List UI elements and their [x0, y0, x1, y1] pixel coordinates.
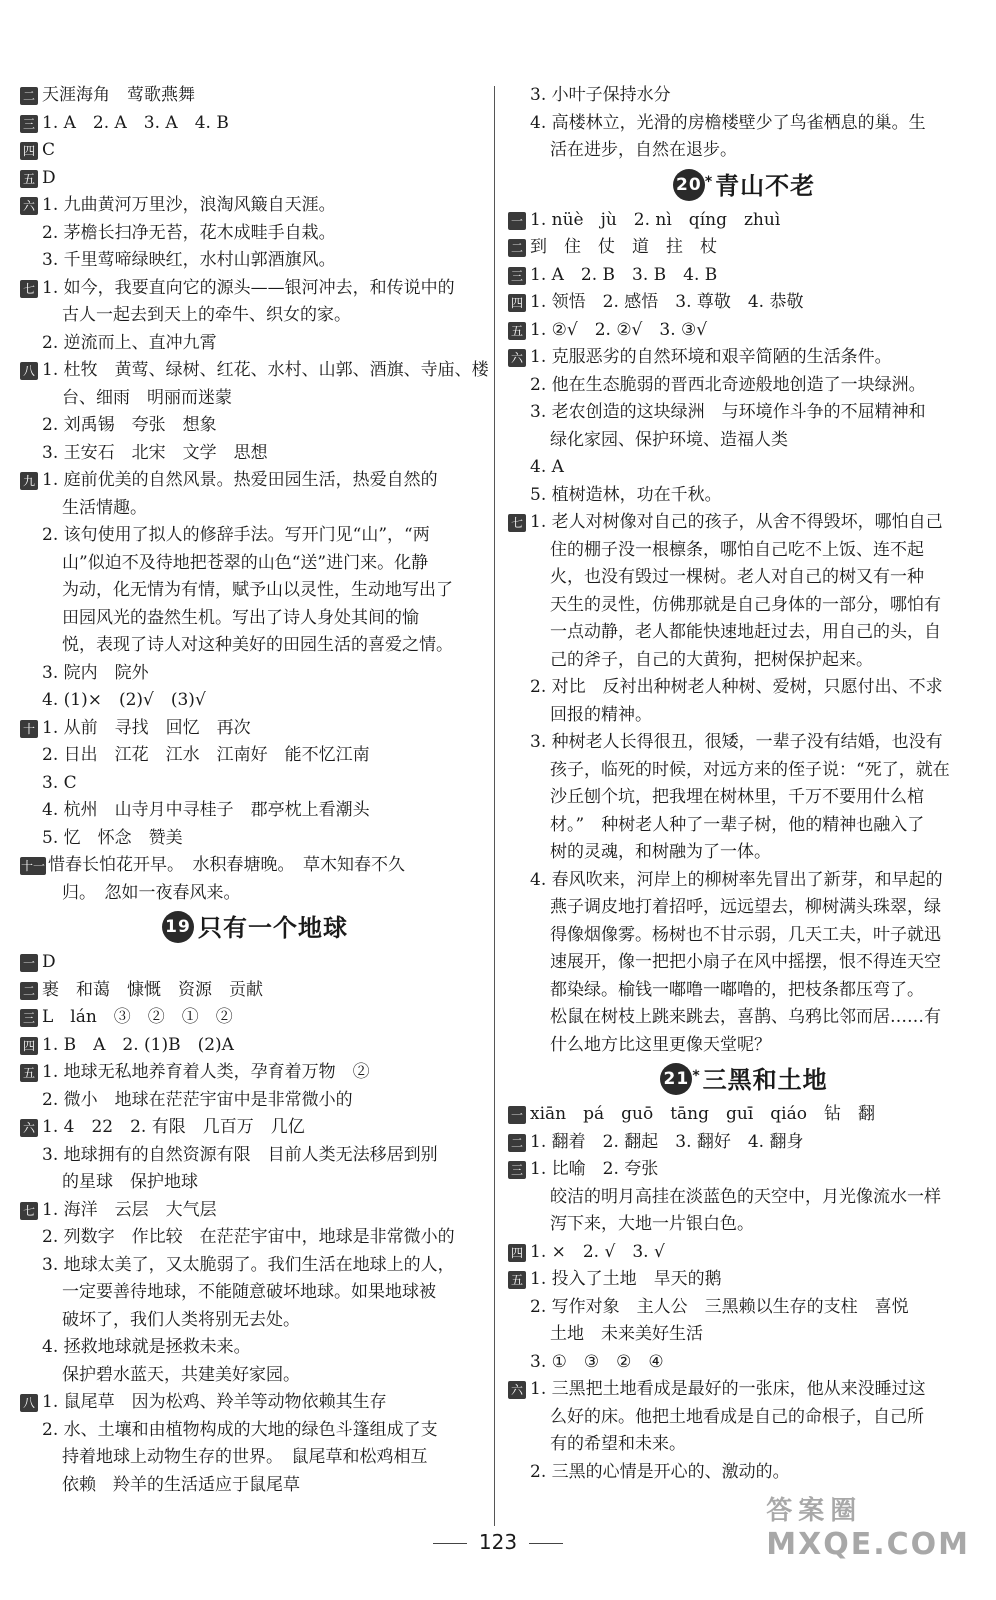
answer-text: 2. 水、土壤和由植物构成的大地的绿色斗篷组成了支: [42, 1419, 438, 1440]
question-number-badge: 十一: [21, 859, 46, 873]
answer-line: [508, 1294, 980, 1322]
answer-text: 2. 三黑的心情是开心的、激动的。: [530, 1461, 790, 1482]
watermark-bottom: MXQE.COM: [766, 1527, 970, 1562]
answer-text: 1. 庭前优美的自然风景。热爱田园生活，热爱自然的: [42, 470, 438, 490]
question-number-badge: 五: [20, 1064, 38, 1082]
answer-text: 1. nüè jù 2. nì qíng zhuì: [530, 209, 781, 230]
answer-text: 保护碧水蓝天，共建美好家园。: [62, 1364, 300, 1385]
answer-line: [508, 1321, 980, 1349]
answer-line: [20, 82, 490, 110]
question-number-badge: 七: [20, 1202, 38, 1220]
answer-line: [508, 839, 980, 867]
answer-line: [20, 880, 490, 908]
answer-line: [508, 1349, 980, 1377]
answer-line: [508, 1459, 980, 1487]
question-number-badge: 二: [20, 87, 38, 105]
question-number-badge: 八: [20, 362, 38, 380]
answer-text: 3. C: [42, 772, 77, 793]
answer-line: [20, 770, 490, 798]
question-number-badge: 九: [20, 472, 38, 490]
question-number-badge: 四: [508, 294, 526, 312]
section-title-text: 三黑和土地: [702, 1066, 828, 1094]
answer-text: 1. 翻着 2. 翻起 3. 翻好 4. 翻身: [530, 1131, 804, 1152]
question-number-badge: 三: [20, 1009, 38, 1027]
answer-text: 1. A 2. B 3. B 4. B: [530, 264, 718, 285]
answer-line: [20, 1252, 490, 1280]
answer-line: [508, 454, 980, 482]
answer-line: [508, 1431, 980, 1459]
answer-line: [508, 1376, 980, 1404]
answer-line: [20, 1334, 490, 1362]
answer-text: 3. ① ③ ② ④: [530, 1351, 664, 1372]
question-number-badge: 六: [508, 349, 526, 367]
question-number-badge: 四: [20, 1037, 38, 1055]
answer-line: [508, 399, 980, 427]
answer-text: 3. 小叶子保持水分: [530, 85, 671, 105]
answer-line: [508, 1239, 980, 1267]
answer-line: [20, 797, 490, 825]
answer-line: [508, 977, 980, 1005]
answer-line: [20, 1307, 490, 1335]
answer-text: 2. 列数字 作比较 在茫茫宇宙中，地球是非常微小的: [42, 1227, 455, 1247]
answer-text: 泻下来，大地一片银白色。: [550, 1214, 754, 1234]
answer-text: 天涯海角 莺歌燕舞: [42, 85, 195, 105]
section-title: [20, 907, 490, 949]
answer-text: L lán ③ ② ① ②: [42, 1007, 233, 1027]
answer-line: [20, 467, 490, 495]
question-number-badge: 六: [508, 1381, 526, 1399]
answer-line: [508, 262, 980, 290]
answer-line: [508, 729, 980, 757]
answer-text: 2. 刘禹锡 夸张 想象: [42, 415, 217, 435]
answer-text: 2. 日出 江花 江水 江南好 能不忆江南: [42, 745, 370, 765]
answer-text: 1. 克服恶劣的自然环境和艰辛简陋的生活条件。: [530, 347, 892, 367]
answer-line: [508, 647, 980, 675]
question-number-badge: 三: [508, 1161, 526, 1179]
answer-line: [20, 412, 490, 440]
answer-text: 3. 地球太美了，又太脆弱了。我们生活在地球上的人，: [42, 1254, 455, 1275]
answer-line: [508, 344, 980, 372]
answer-line: [20, 1059, 490, 1087]
question-number-badge: 八: [20, 1394, 38, 1412]
answer-line: [20, 1224, 490, 1252]
answer-text: 破坏了，我们人类将别无去处。: [62, 1309, 300, 1330]
column-divider: [494, 86, 495, 1526]
answer-text: 1. 地球无私地养育着人类，孕育着万物 ②: [42, 1062, 370, 1082]
answer-text: 为动，化无情为有情，赋予山以灵性，生动地写出了: [62, 580, 453, 600]
answer-text: 1. 比喻 2. 夸张: [530, 1159, 659, 1179]
answer-line: [508, 110, 980, 138]
answer-line: [508, 1211, 980, 1239]
answer-line: [20, 715, 490, 743]
answer-line: [20, 357, 490, 385]
answer-line: [20, 1417, 490, 1445]
answer-text: 天生的灵性，仿佛那就是自己身体的一部分，哪怕有: [550, 594, 941, 615]
answer-text: 一定要善待地球，不能随意破坏地球。如果地球被: [62, 1282, 436, 1302]
answer-line: [20, 1004, 490, 1032]
answer-text: 得像烟像雾。杨树也不甘示弱，几天工夫，叶子就迅: [550, 924, 941, 945]
watermark-logo: [766, 1490, 970, 1562]
answer-text: 3. 王安石 北宋 文学 思想: [42, 442, 268, 463]
section-title: [508, 1059, 980, 1101]
question-number-badge: 六: [20, 197, 38, 215]
left-column: [20, 82, 490, 1499]
answer-line: [508, 1156, 980, 1184]
answer-line: [20, 577, 490, 605]
answer-text: 2. 微小 地球在茫茫宇宙中是非常微小的: [42, 1089, 353, 1110]
answer-text: 有的希望和未来。: [550, 1434, 686, 1454]
answer-line: [508, 867, 980, 895]
answer-line: [508, 592, 980, 620]
question-number-badge: 一: [508, 212, 526, 230]
answer-line: [508, 1004, 980, 1032]
answer-line: [20, 220, 490, 248]
answer-line: [508, 234, 980, 262]
answer-line: [508, 1184, 980, 1212]
answer-text: xiān pá guō tāng guī qiáo 钻 翻: [530, 1104, 875, 1124]
answer-text: 1. ②√ 2. ②√ 3. ③√: [530, 319, 708, 340]
answer-text: 3. 千里莺啼绿映红，水村山郭酒旗风。: [42, 250, 336, 270]
question-number-badge: 七: [20, 280, 38, 298]
answer-line: [20, 1114, 490, 1142]
answer-text: 孩子，临死的时候，对远方来的侄子说：“死了，就在: [550, 759, 950, 780]
answer-line: [508, 894, 980, 922]
answer-text: 1. 老人对树像对自己的孩子，从舍不得毁坏，哪怕自己: [530, 512, 943, 532]
question-number-badge: 五: [508, 1271, 526, 1289]
answer-line: [20, 852, 490, 880]
question-number-badge: 十: [20, 720, 38, 738]
answer-line: [20, 632, 490, 660]
section-title-text: 只有一个地球: [198, 914, 348, 942]
answer-text: 土地 未来美好生活: [550, 1324, 703, 1344]
answer-text: 田园风光的盎然生机。写出了诗人身处其间的愉: [62, 607, 419, 628]
page-number-text: 123: [478, 1530, 518, 1554]
answer-line: [508, 427, 980, 455]
answer-text: 的星球 保护地球: [62, 1172, 198, 1192]
answer-line: [20, 522, 490, 550]
section-number-badge: 19: [162, 911, 194, 943]
answer-text: 2. 该句使用了拟人的修辞手法。写开门见“山”，“两: [42, 525, 430, 545]
answer-line: [20, 385, 490, 413]
answer-text: 4. A: [530, 457, 564, 477]
answer-line: [508, 1404, 980, 1432]
answer-line: [20, 1032, 490, 1060]
question-number-badge: 三: [508, 267, 526, 285]
question-number-badge: 三: [20, 115, 38, 133]
answer-text: 5. 忆 怀念 赞美: [42, 827, 183, 848]
watermark-top: 答案圈: [766, 1496, 863, 1526]
answer-text: 2. 他在生态脆弱的晋西北奇迹般地创造了一块绿洲。: [530, 374, 926, 395]
answer-line: [508, 812, 980, 840]
answer-text: 2. 逆流而上、直冲九霄: [42, 332, 217, 353]
answer-text: 材。” 种树老人种了一辈子树，他的精神也融入了: [550, 814, 925, 835]
answer-text: 住的棚子没一根檩条，哪怕自己吃不上饭、连不起: [550, 539, 924, 560]
answer-text: 活在进步，自然在退步。: [550, 140, 737, 160]
answer-text: 1. B A 2. (1)B (2)A: [42, 1034, 234, 1055]
answer-text: 持着地球上动物生存的世界。 鼠尾草和松鸡相互: [62, 1447, 428, 1467]
answer-line: [20, 137, 490, 165]
answer-line: [20, 1279, 490, 1307]
answer-text: 3. 老农创造的这块绿洲 与环境作斗争的不屈精神和: [530, 402, 926, 422]
answer-text: 到 住 仗 道 拄 杖: [530, 237, 717, 257]
answer-text: 山”似迫不及待地把苍翠的山色“送”进门来。化静: [62, 552, 429, 573]
answer-text: 1. 投入了土地 旱天的鹅: [530, 1269, 722, 1289]
answer-line: [508, 207, 980, 235]
answer-text: D: [42, 167, 56, 188]
answer-line: [508, 509, 980, 537]
answer-line: [508, 1129, 980, 1157]
answer-line: [20, 275, 490, 303]
answer-text: 什么地方比这里更像天堂呢？: [550, 1034, 771, 1055]
answer-text: 1. 九曲黄河万里沙，浪淘风簸自天涯。: [42, 195, 336, 215]
answer-text: 沙丘刨个坑，把我埋在树林里，千万不要用什么棺: [550, 787, 924, 807]
answer-line: [20, 330, 490, 358]
answer-text: 一点动静，老人都能快速地赶过去，用自己的头，自: [550, 622, 941, 642]
answer-line: [508, 537, 980, 565]
answer-text: 4. 拯救地球就是拯救未来。: [42, 1337, 251, 1357]
answer-text: 么好的床。他把土地看成是自己的命根子，自己所: [550, 1406, 924, 1427]
answer-line: [20, 949, 490, 977]
answer-text: 1. 如今，我要直向它的源头——银河冲去，和传说中的: [42, 277, 455, 298]
question-number-badge: 六: [20, 1119, 38, 1137]
answer-text: 3. 地球拥有的自然资源有限 目前人类无法移居到别: [42, 1144, 438, 1165]
answer-line: [508, 674, 980, 702]
answer-text: 4. 杭州 山寺月中寻桂子 郡亭枕上看潮头: [42, 800, 370, 820]
answer-line: [20, 247, 490, 275]
optional-lesson-star: *: [692, 1068, 701, 1084]
question-number-badge: 一: [508, 1106, 526, 1124]
answer-text: 3. 种树老人长得很丑，很矮，一辈子没有结婚，也没有: [530, 732, 943, 752]
answer-line: [20, 110, 490, 138]
question-number-badge: 一: [20, 954, 38, 972]
answer-text: 1. A 2. A 3. A 4. B: [42, 112, 229, 133]
question-number-badge: 二: [508, 1134, 526, 1152]
answer-text: 皎洁的明月高挂在淡蓝色的天空中，月光像流水一样: [550, 1186, 941, 1207]
answer-text: C: [42, 140, 56, 160]
answer-text: 燕子调皮地打着招呼，远远望去，柳树满头珠翠，绿: [550, 897, 941, 917]
answer-text: 1. × 2. √ 3. √: [530, 1241, 665, 1262]
answer-text: 1. 杜牧 黄莺、绿树、红花、水村、山郭、酒旗、寺庙、楼: [42, 360, 489, 380]
question-number-badge: 二: [20, 982, 38, 1000]
answer-text: 古人一起去到天上的牵牛、织女的家。: [62, 305, 351, 325]
question-number-badge: 四: [20, 142, 38, 160]
answer-text: D: [42, 952, 56, 972]
answer-text: 1. 从前 寻找 回忆 再次: [42, 717, 251, 738]
answer-text: 都染绿。榆钱一嘟噜一嘟噜的，把枝条都压弯了。: [550, 979, 924, 1000]
answer-line: [508, 82, 980, 110]
answer-line: [508, 949, 980, 977]
answer-text: 4. (1)× (2)√ (3)√: [42, 690, 206, 710]
answer-line: [20, 302, 490, 330]
section-title: [508, 165, 980, 207]
answer-line: [508, 289, 980, 317]
answer-line: [20, 825, 490, 853]
answer-text: 回报的精神。: [550, 704, 652, 725]
answer-text: 依赖 羚羊的生活适应于鼠尾草: [62, 1474, 300, 1495]
question-number-badge: 五: [20, 170, 38, 188]
answer-text: 归。 忽如一夜春风来。: [62, 882, 241, 903]
answer-line: [20, 165, 490, 193]
right-column: [508, 82, 980, 1486]
answer-line: [20, 605, 490, 633]
answer-text: 3. 院内 院外: [42, 662, 149, 683]
answer-line: [20, 1472, 490, 1500]
answer-text: 台、细雨 明丽而迷蒙: [62, 387, 232, 408]
answer-text: 2. 对比 反衬出种树老人种树、爱树，只愿付出、不求: [530, 677, 943, 697]
answer-line: [20, 1362, 490, 1390]
answer-line: [20, 1389, 490, 1417]
answer-text: 1. 三黑把土地看成是最好的一张床，他从来没睡过这: [530, 1379, 926, 1399]
answer-text: 己的斧子，自己的大黄狗，把树保护起来。: [550, 649, 873, 670]
answer-line: [508, 1032, 980, 1060]
question-number-badge: 二: [508, 239, 526, 257]
answer-text: 1. 海洋 云层 大气层: [42, 1199, 217, 1220]
answer-text: 1. 鼠尾草 因为松鸡、羚羊等动物依赖其生存: [42, 1392, 387, 1412]
section-number-badge: 21: [660, 1063, 692, 1095]
answer-line: [20, 660, 490, 688]
answer-line: [508, 757, 980, 785]
answer-text: 4. 春风吹来，河岸上的柳树率先冒出了新芽，和早起的: [530, 869, 943, 890]
answer-text: 惜春长怕花开早。 水积春塘晚。 草木知春不久: [48, 855, 405, 875]
optional-lesson-star: *: [704, 173, 714, 190]
answer-text: 1. 4 22 2. 有限 几百万 几亿: [42, 1117, 305, 1137]
question-number-badge: 五: [508, 322, 526, 340]
answer-line: [508, 317, 980, 345]
answer-line: [20, 1197, 490, 1225]
answer-line: [20, 495, 490, 523]
answer-text: 绿化家园、保护环境、造福人类: [550, 429, 788, 450]
answer-line: [508, 922, 980, 950]
answer-text: 速展开，像一把把小扇子在风中摇摆，恨不得连天空: [550, 952, 941, 972]
answer-line: [20, 742, 490, 770]
answer-line: [508, 784, 980, 812]
answer-line: [20, 192, 490, 220]
answer-line: [20, 687, 490, 715]
answer-text: 生活情趣。: [62, 497, 147, 518]
answer-text: 1. 领悟 2. 感悟 3. 尊敬 4. 恭敬: [530, 292, 804, 312]
answer-line: [508, 564, 980, 592]
answer-text: 悦，表现了诗人对这种美好的田园生活的喜爱之情。: [62, 635, 453, 655]
answer-text: 4. 高楼林立，光滑的房檐楼壁少了鸟雀栖息的巢。生: [530, 112, 926, 133]
section-number-badge: 20: [673, 169, 705, 201]
answer-line: [20, 440, 490, 468]
answer-line: [508, 1101, 980, 1129]
answer-line: [20, 1444, 490, 1472]
section-title-text: 青山不老: [715, 171, 816, 200]
answer-line: [20, 1169, 490, 1197]
answer-line: [508, 619, 980, 647]
question-number-badge: 四: [508, 1244, 526, 1262]
answer-line: [20, 977, 490, 1005]
question-number-badge: 七: [508, 514, 526, 532]
answer-line: [20, 1087, 490, 1115]
answer-line: [20, 550, 490, 578]
answer-line: [20, 1142, 490, 1170]
answer-line: [508, 1266, 980, 1294]
answer-text: 裹 和蔼 慷慨 资源 贡献: [42, 979, 263, 1000]
answer-text: 2. 写作对象 主人公 三黑赖以生存的支柱 喜悦: [530, 1296, 909, 1317]
answer-text: 2. 茅檐长扫净无苔，花木成畦手自栽。: [42, 222, 336, 243]
answer-text: 火，也没有毁过一棵树。老人对自己的树又有一种: [550, 567, 924, 587]
answer-line: [508, 702, 980, 730]
answer-line: [508, 137, 980, 165]
answer-text: 5. 植树造林，功在千秋。: [530, 484, 722, 505]
answer-line: [508, 372, 980, 400]
answer-line: [508, 482, 980, 510]
answer-text: 树的灵魂，和树融为了一体。: [550, 842, 771, 862]
answer-text: 松鼠在树枝上跳来跳去，喜鹊、乌鸦比邻而居……有: [550, 1007, 941, 1027]
